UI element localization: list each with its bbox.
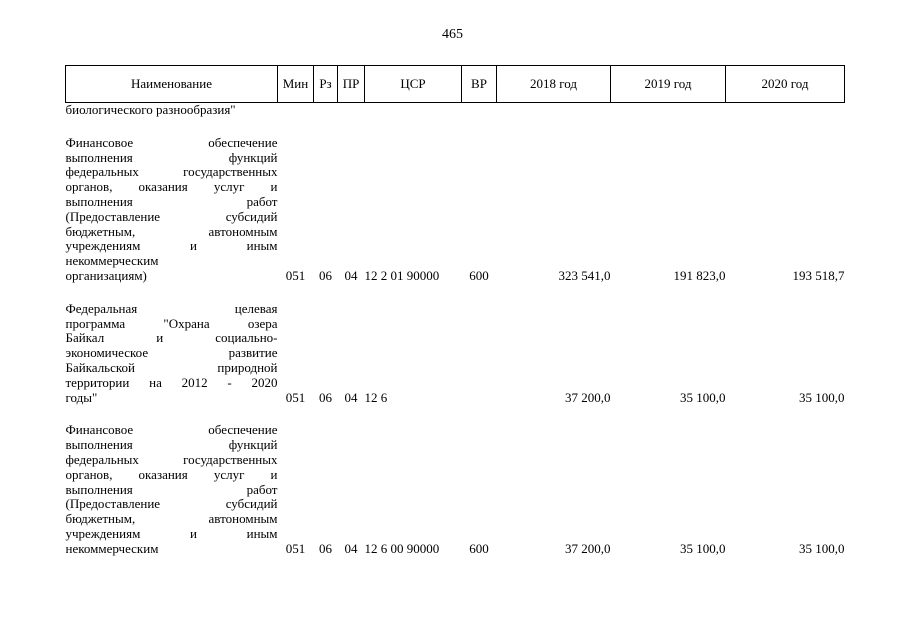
header-min: Мин [278,66,314,103]
row-csr: 12 6 [364,389,388,405]
row-vr: 600 [469,267,489,283]
table-row [66,118,845,284]
row-2020: 35 100,0 [799,540,845,556]
row-name-line: организациям) [65,267,147,283]
header-2018: 2018 год [497,66,611,103]
header-vr: ВР [462,66,497,103]
row-rz [314,103,338,118]
row-name-line: (Предоставление субсидий [65,208,278,224]
row-vr: 600 [469,540,489,556]
table-row [66,284,845,406]
row-2018 [497,103,611,118]
row-name-line: Федеральная целевая [65,300,278,316]
table-header-row [66,66,845,103]
header-rz: Рз [314,66,338,103]
row-csr [365,103,462,118]
row-min: 051 [285,267,306,283]
row-pr: 04 [344,389,358,405]
row-name-line: выполнения работ [65,481,278,497]
row-name-line: годы" [65,389,98,405]
row-name-line: бюджетным, автономным [65,223,278,239]
row-name-line: органов, оказания услуг и [65,466,278,482]
row-name-line: территории на 2012 - 2020 [65,374,278,390]
row-name-line: выполнения работ [65,193,278,209]
row-name [66,103,278,118]
budget-table [65,65,845,557]
page-number: 465 [442,27,463,42]
row-min: 051 [285,389,306,405]
row-2020: 193 518,7 [792,267,845,283]
row-name-line: Байкал и социально- [65,330,278,346]
table-row [66,103,845,118]
row-name-line: биологического разнообразия" [65,102,236,117]
row-name-line: некоммерческим [65,540,159,556]
row-name-line: программа "Охрана озера [65,315,278,331]
row-name-line: Финансовое обеспечение [65,134,278,150]
row-name-line: некоммерческим [65,253,159,269]
table-body [66,103,845,557]
row-2020 [726,103,845,118]
row-2018: 37 200,0 [565,389,611,405]
row-name-line: Финансовое обеспечение [65,422,278,438]
header-name: Наименование [66,66,278,103]
row-2019: 35 100,0 [680,389,726,405]
row-name-line: (Предоставление субсидий [65,496,278,512]
row-min [278,103,314,118]
row-name-line: учреждениям и иным [65,238,278,254]
row-2019 [611,103,726,118]
row-rz: 06 [319,540,332,556]
row-name-line: Байкальской природной [65,359,278,375]
row-2018: 323 541,0 [558,267,611,283]
row-vr [462,103,497,118]
row-min: 051 [285,540,306,556]
row-name [66,405,278,556]
row-vr [462,284,497,406]
table-row [66,405,845,556]
row-2020: 35 100,0 [799,389,845,405]
header-pr: ПР [338,66,365,103]
row-pr: 04 [344,267,358,283]
row-name-line: экономическое развитие [65,345,278,361]
row-rz: 06 [319,389,332,405]
row-name-line: выполнения функций [65,149,278,165]
row-pr: 04 [344,540,358,556]
row-2018: 37 200,0 [565,540,611,556]
row-name-line: федеральных государственных [65,164,278,180]
row-name-line: органов, оказания услуг и [65,179,278,195]
row-rz: 06 [319,267,332,283]
row-name-line: выполнения функций [65,437,278,453]
row-pr [338,103,365,118]
row-csr: 12 6 00 90000 [364,540,440,556]
header-csr: ЦСР [365,66,462,103]
row-csr: 12 2 01 90000 [364,267,440,283]
row-name [66,284,278,406]
row-2019: 191 823,0 [673,267,726,283]
row-name-line: бюджетным, автономным [65,511,278,527]
row-2019: 35 100,0 [680,540,726,556]
header-2019: 2019 год [611,66,726,103]
row-name [66,118,278,284]
row-name-line: федеральных государственных [65,451,278,467]
header-2020: 2020 год [726,66,845,103]
row-name-line: учреждениям и иным [65,525,278,541]
